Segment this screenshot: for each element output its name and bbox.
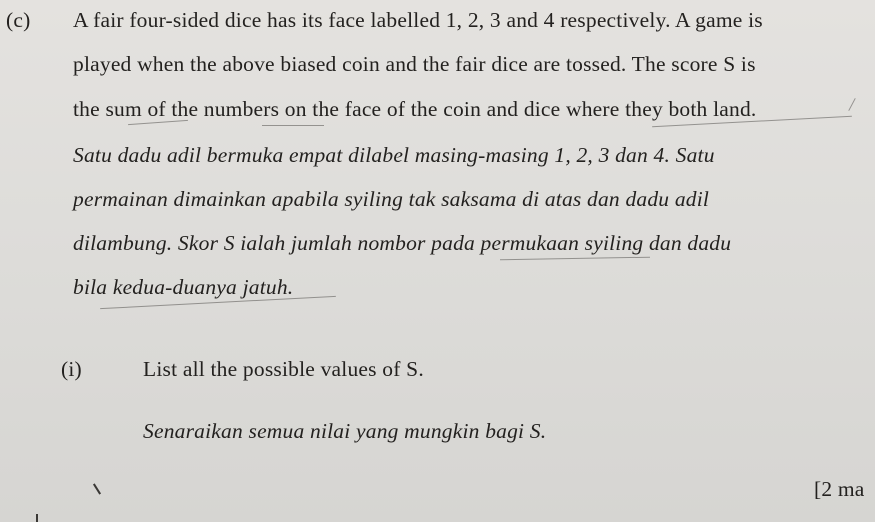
english-line-1: A fair four-sided dice has its face labelled 1, 2, 3 and 4 respectively. A game is — [73, 8, 763, 32]
pencil-dot — [36, 514, 38, 522]
subpart-label: (i) — [61, 357, 82, 381]
marks-indicator: [2 ma — [814, 477, 865, 501]
pencil-tick — [93, 483, 101, 494]
pencil-underline-5 — [500, 257, 650, 261]
part-label: (c) — [6, 8, 31, 32]
malay-line-4: bila kedua-duanya jatuh. — [73, 275, 294, 299]
malay-line-1: Satu dadu adil bermuka empat dilabel masing-masing 1, 2, 3 dan 4. Satu — [73, 143, 715, 167]
pencil-underline-2 — [262, 125, 324, 126]
malay-line-3: dilambung. Skor S ialah jumlah nombor pada permukaan syiling dan dadu — [73, 231, 732, 255]
english-line-2: played when the above biased coin and the fair dice are tossed. The score S is — [73, 52, 756, 76]
subpart-english: List all the possible values of S. — [143, 357, 424, 381]
pencil-stroke-4 — [848, 98, 855, 111]
english-line-3: the sum of the numbers on the face of the coin and dice where they both land. — [73, 97, 757, 121]
subpart-malay: Senaraikan semua nilai yang mungkin bagi S. — [143, 419, 547, 443]
malay-line-2: permainan dimainkan apabila syiling tak saksama di atas dan dadu adil — [73, 187, 710, 211]
